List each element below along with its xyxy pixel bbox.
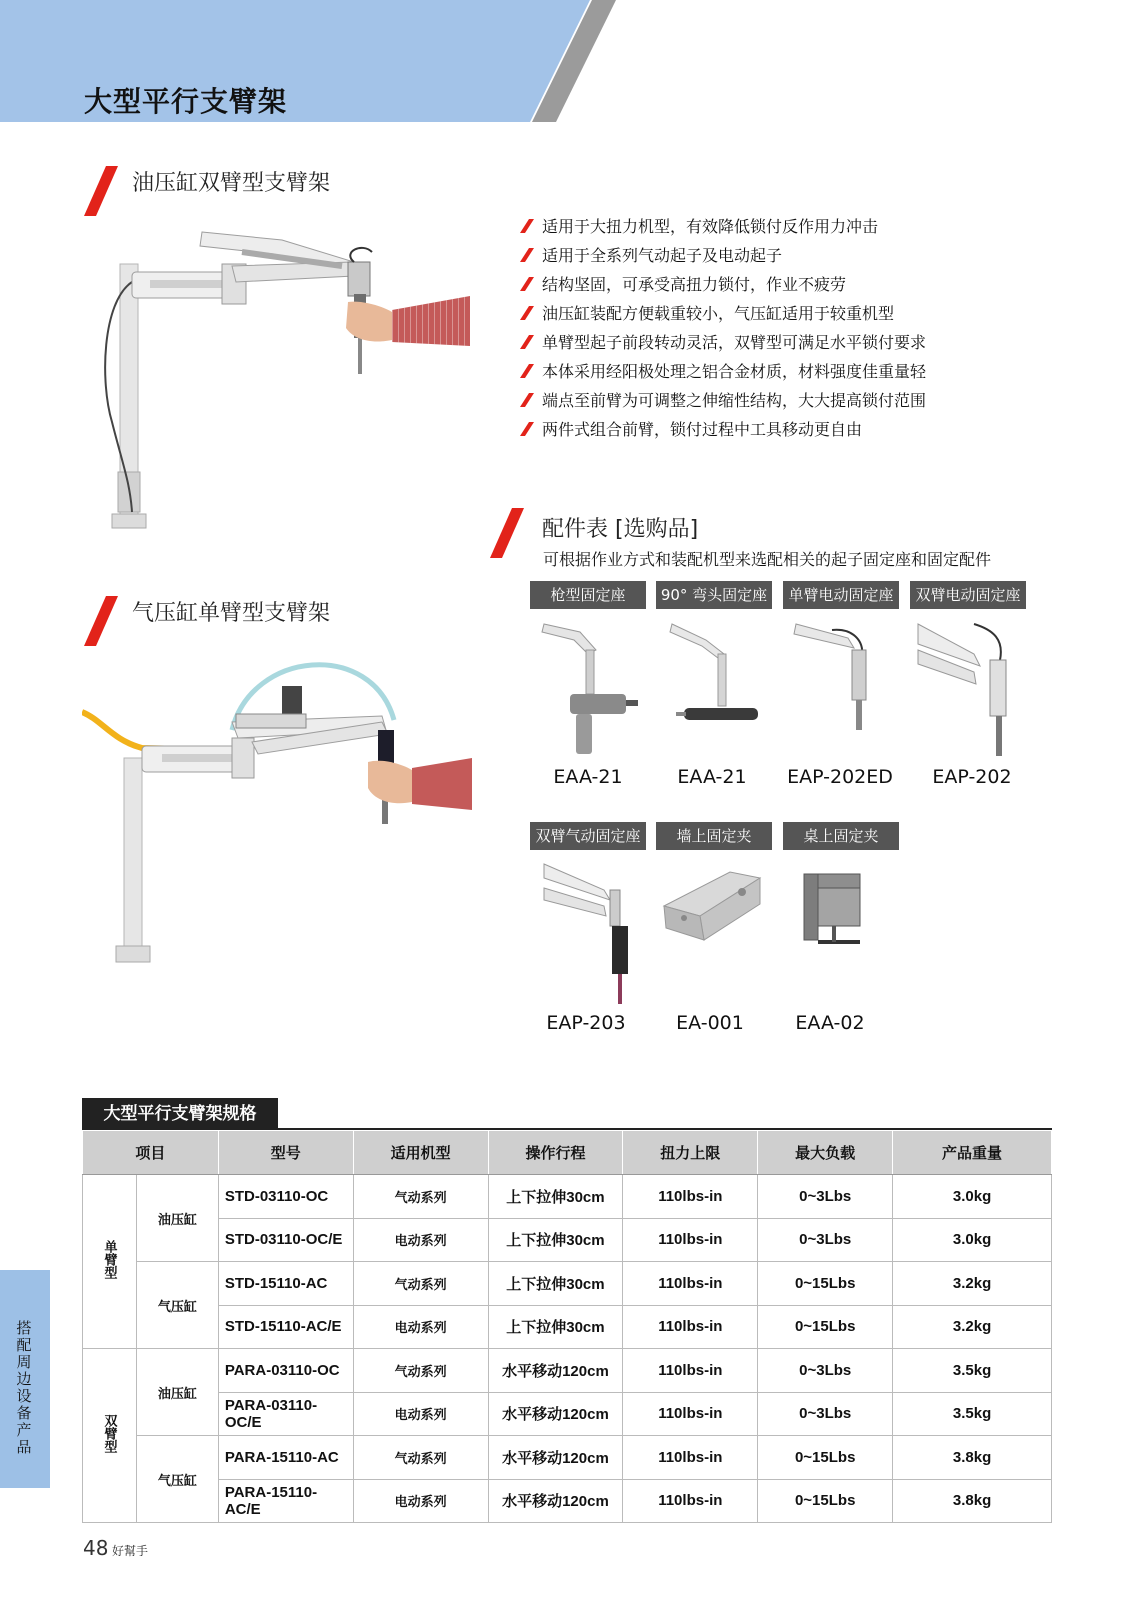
page-title: 大型平行支臂架: [84, 85, 288, 118]
accessory-label: 双臂气动固定座: [530, 822, 646, 850]
side-category-label: 搭配周边设备产品: [16, 1319, 32, 1456]
red-slash-icon: [490, 508, 524, 558]
model-cell: PARA-15110-AC: [218, 1436, 353, 1480]
load-cell: 0~3Lbs: [758, 1392, 893, 1436]
stroke-cell: 上下拉伸30cm: [488, 1305, 623, 1349]
header-model: 型号: [218, 1131, 353, 1175]
group-type: 双臂型: [83, 1349, 137, 1523]
model-cell: PARA-03110-OC/E: [218, 1392, 353, 1436]
red-slash-icon: [520, 248, 534, 262]
red-slash-icon: [520, 306, 534, 320]
spec-table-title: 大型平行支臂架规格: [82, 1098, 278, 1130]
feature-item: 两件式组合前臂，锁付过程中工具移动更自由: [518, 415, 926, 444]
header-weight: 产品重量: [893, 1131, 1052, 1175]
red-slash-icon: [84, 596, 118, 646]
stroke-cell: 上下拉伸30cm: [488, 1262, 623, 1306]
header-applicable: 适用机型: [353, 1131, 488, 1175]
accessories-title: 配件表 [选购品]: [542, 517, 699, 542]
table-header-row: [83, 1131, 1052, 1175]
double-arm-pneumatic-mount-image: [540, 860, 640, 1008]
angle-head-mount-image: [666, 620, 766, 740]
feature-list: [518, 212, 926, 444]
weight-cell: 3.5kg: [893, 1349, 1052, 1393]
footer-brand: 好幫手: [112, 1544, 149, 1558]
red-slash-icon: [520, 277, 534, 291]
accessory-code: EAP-202: [932, 766, 1012, 788]
weight-cell: 3.0kg: [893, 1218, 1052, 1262]
red-slash-icon: [520, 364, 534, 378]
load-cell: 0~3Lbs: [758, 1175, 893, 1219]
weight-cell: 3.8kg: [893, 1436, 1052, 1480]
torque-cell: 110lbs-in: [623, 1392, 758, 1436]
desk-clamp-image: [796, 868, 866, 958]
header-load: 最大负载: [758, 1131, 893, 1175]
gun-mount-image: [540, 620, 640, 760]
sub-type: 油压缸: [136, 1349, 218, 1436]
stroke-cell: 水平移动120cm: [488, 1349, 623, 1393]
model-cell: STD-15110-AC/E: [218, 1305, 353, 1349]
model-cell: STD-03110-OC: [218, 1175, 353, 1219]
feature-item: 本体采用经阳极处理之铝合金材质，材料强度佳重量轻: [518, 357, 926, 386]
load-cell: 0~15Lbs: [758, 1262, 893, 1306]
accessory-code: EAA-21: [553, 766, 623, 788]
torque-cell: 110lbs-in: [623, 1305, 758, 1349]
torque-cell: 110lbs-in: [623, 1479, 758, 1523]
table-row: [83, 1479, 1052, 1523]
model-cell: STD-15110-AC: [218, 1262, 353, 1306]
group-type: 单臂型: [83, 1175, 137, 1349]
applicable-cell: 电动系列: [353, 1305, 488, 1349]
accessory-label: 墙上固定夹: [656, 822, 772, 850]
header-torque: 扭力上限: [623, 1131, 758, 1175]
table-row: [83, 1218, 1052, 1262]
table-row: [83, 1349, 1052, 1393]
feature-item: 端点至前臂为可调整之伸缩性结构，大大提高锁付范围: [518, 386, 926, 415]
table-row: [83, 1436, 1052, 1480]
accessories-subtitle: 可根据作业方式和装配机型来选配相关的起子固定座和固定配件: [543, 550, 992, 569]
weight-cell: 3.5kg: [893, 1392, 1052, 1436]
feature-item: 单臂型起子前段转动灵活，双臂型可满足水平锁付要求: [518, 328, 926, 357]
table-row: [83, 1392, 1052, 1436]
stroke-cell: 上下拉伸30cm: [488, 1218, 623, 1262]
sub-type: 油压缸: [136, 1175, 218, 1262]
red-slash-icon: [520, 219, 534, 233]
feature-item: 油压缸装配方便载重较小，气压缸适用于较重机型: [518, 299, 926, 328]
single-arm-balancer-image: [82, 650, 472, 982]
model-cell: PARA-15110-AC/E: [218, 1479, 353, 1523]
applicable-cell: 电动系列: [353, 1479, 488, 1523]
weight-cell: 3.0kg: [893, 1175, 1052, 1219]
applicable-cell: 气动系列: [353, 1175, 488, 1219]
applicable-cell: 电动系列: [353, 1392, 488, 1436]
accessory-label: 单臂电动固定座: [783, 581, 899, 609]
table-row: [83, 1262, 1052, 1306]
table-row: [83, 1305, 1052, 1349]
stroke-cell: 上下拉伸30cm: [488, 1175, 623, 1219]
double-arm-electric-mount-image: [914, 620, 1024, 760]
feature-item: 结构坚固，可承受高扭力锁付，作业不疲劳: [518, 270, 926, 299]
weight-cell: 3.2kg: [893, 1262, 1052, 1306]
accessory-label: 枪型固定座: [530, 581, 646, 609]
torque-cell: 110lbs-in: [623, 1175, 758, 1219]
load-cell: 0~15Lbs: [758, 1305, 893, 1349]
accessory-label: 双臂电动固定座: [910, 581, 1026, 609]
section-title-double-arm: 油压缸双臂型支臂架: [132, 171, 331, 196]
applicable-cell: 气动系列: [353, 1262, 488, 1306]
load-cell: 0~3Lbs: [758, 1349, 893, 1393]
red-slash-icon: [520, 335, 534, 349]
load-cell: 0~3Lbs: [758, 1218, 893, 1262]
load-cell: 0~15Lbs: [758, 1479, 893, 1523]
accessory-code: EAP-203: [546, 1012, 626, 1034]
header-item: 项目: [83, 1131, 219, 1175]
page-number: 48: [83, 1536, 109, 1560]
sub-type: 气压缸: [136, 1436, 218, 1523]
feature-item: 适用于全系列气动起子及电动起子: [518, 241, 926, 270]
load-cell: 0~15Lbs: [758, 1436, 893, 1480]
double-arm-balancer-image: [92, 222, 470, 538]
red-slash-icon: [520, 393, 534, 407]
model-cell: PARA-03110-OC: [218, 1349, 353, 1393]
red-slash-icon: [84, 166, 118, 216]
feature-item: 适用于大扭力机型，有效降低锁付反作用力冲击: [518, 212, 926, 241]
header-stroke: 操作行程: [488, 1131, 623, 1175]
wall-bracket-image: [660, 866, 770, 946]
stroke-cell: 水平移动120cm: [488, 1392, 623, 1436]
sub-type: 气压缸: [136, 1262, 218, 1349]
weight-cell: 3.2kg: [893, 1305, 1052, 1349]
torque-cell: 110lbs-in: [623, 1349, 758, 1393]
stroke-cell: 水平移动120cm: [488, 1479, 623, 1523]
accessory-code: EAA-21: [677, 766, 747, 788]
single-arm-electric-mount-image: [792, 620, 892, 740]
accessory-label: 桌上固定夹: [783, 822, 899, 850]
accessory-code: EA-001: [676, 1012, 744, 1034]
stroke-cell: 水平移动120cm: [488, 1436, 623, 1480]
accessory-label: 90° 弯头固定座: [656, 581, 772, 609]
section-title-single-arm: 气压缸单臂型支臂架: [132, 601, 331, 626]
torque-cell: 110lbs-in: [623, 1262, 758, 1306]
accessory-code: EAP-202ED: [787, 766, 893, 788]
model-cell: STD-03110-OC/E: [218, 1218, 353, 1262]
applicable-cell: 气动系列: [353, 1436, 488, 1480]
torque-cell: 110lbs-in: [623, 1218, 758, 1262]
accessory-code: EAA-02: [795, 1012, 865, 1034]
applicable-cell: 电动系列: [353, 1218, 488, 1262]
spec-table: [82, 1130, 1052, 1523]
table-row: [83, 1175, 1052, 1219]
weight-cell: 3.8kg: [893, 1479, 1052, 1523]
red-slash-icon: [520, 422, 534, 436]
applicable-cell: 气动系列: [353, 1349, 488, 1393]
torque-cell: 110lbs-in: [623, 1436, 758, 1480]
